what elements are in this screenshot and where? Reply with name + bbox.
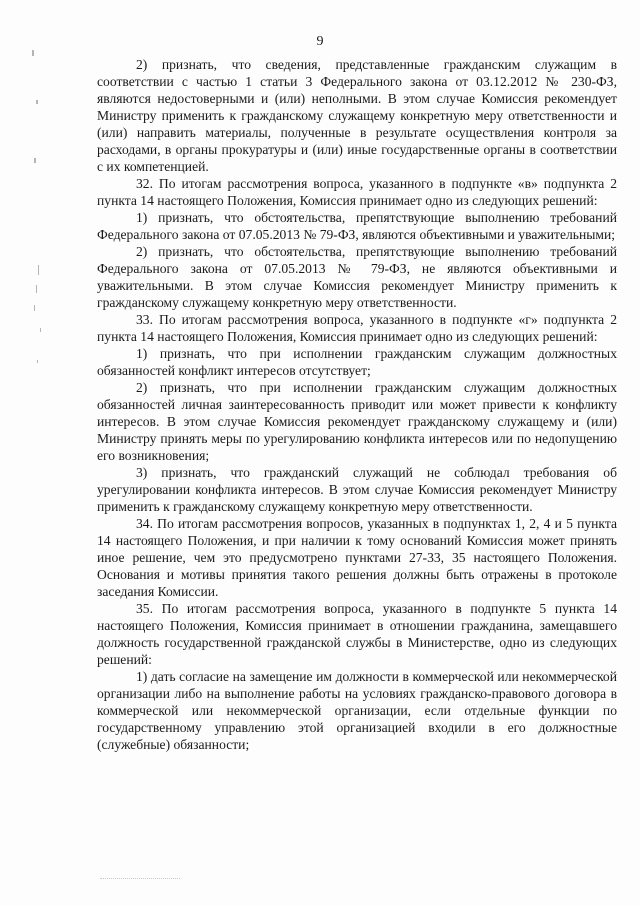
- paragraph-32-1: 1) признать, что обстоятельства, препятствующие выполнению требований Федерального закона от 07.05.2013 № 79-ФЗ, являются объективными и уважительными;: [97, 210, 617, 242]
- scan-artifact-line: [100, 878, 180, 880]
- paragraph-33-2: 2) признать, что при исполнении гражданским служащим должностных обязанностей личная заинтересованность приводит или может привести к конфликту интересов. В этом случае Комиссия рекомендует гражданскому служащему и (или) Министру принять меры по урегулированию конфликта интересов или по недопущению его возникновения;: [97, 380, 617, 463]
- paragraph-33: 33. По итогам рассмотрения вопроса, указанного в подпункте «г» подпункта 2 пункта 14 настоящего Положения, Комиссия принимает одно из следующих решений:: [97, 312, 617, 344]
- paragraph-33-3: 3) признать, что гражданский служащий не соблюдал требования об урегулировании конфликта интересов. В этом случае Комиссия рекомендует Министру применить к гражданскому служащему конкретную меру ответственности.: [97, 465, 617, 514]
- page-number: 9: [316, 34, 324, 49]
- margin-scan-marks: [22, 40, 52, 880]
- paragraph-33-1: 1) признать, что при исполнении гражданским служащим должностных обязанностей конфликт интересов отсутствует;: [97, 346, 617, 378]
- paragraph-32-2: 2) признать, что обстоятельства, препятствующие выполнению требований Федерального закона от 07.05.2013 № 79-ФЗ, не являются объективными и уважительными. В этом случае Комиссия рекомендует Министру применить к гражданскому служащему конкретную меру ответственности.: [97, 244, 617, 310]
- paragraph-35: 35. По итогам рассмотрения вопроса, указанного в подпункте 5 пункта 14 настоящего Положения, Комиссия принимает в отношении гражданина, замещавшего должность государственной гражданской службы в Министерстве, одно из следующих решений:: [97, 601, 617, 667]
- paragraph-35-1: 1) дать согласие на замещение им должности в коммерческой или некоммерческой организации либо на выполнение работы на условиях гражданско-правового договора в коммерческой или некоммерческой организации, если отдельные функции по государственному управлению этой организацией входили в его должностные (служебные) обязанности;: [97, 669, 617, 752]
- document-body: [97, 56, 617, 753]
- paragraph-32: 32. По итогам рассмотрения вопроса, указанного в подпункте «в» подпункта 2 пункта 14 настоящего Положения, Комиссия принимает одно из следующих решений:: [97, 176, 617, 208]
- paragraph-31-2: 2) признать, что сведения, представленные гражданским служащим в соответствии с частью 1 статьи 3 Федерального закона от 03.12.2012 № 230-ФЗ, являются недостоверными и (или) неполными. В этом случае Комиссия рекомендует Министру применить к гражданскому служащему конкретную меру ответственности и (или) направить материалы, полученные в результате осуществления контроля за расходами, в органы прокуратуры и (или) иные государственные органы в соответствии с их компетенцией.: [97, 57, 617, 174]
- paragraph-34: 34. По итогам рассмотрения вопросов, указанных в подпунктах 1, 2, 4 и 5 пункта 14 настоящего Положения, и при наличии к тому оснований Комиссия может принять иное решение, чем это предусмотрено пунктами 27-33, 35 настоящего Положения. Основания и мотивы принятия такого решения должны быть отражены в протоколе заседания Комиссии.: [97, 516, 617, 599]
